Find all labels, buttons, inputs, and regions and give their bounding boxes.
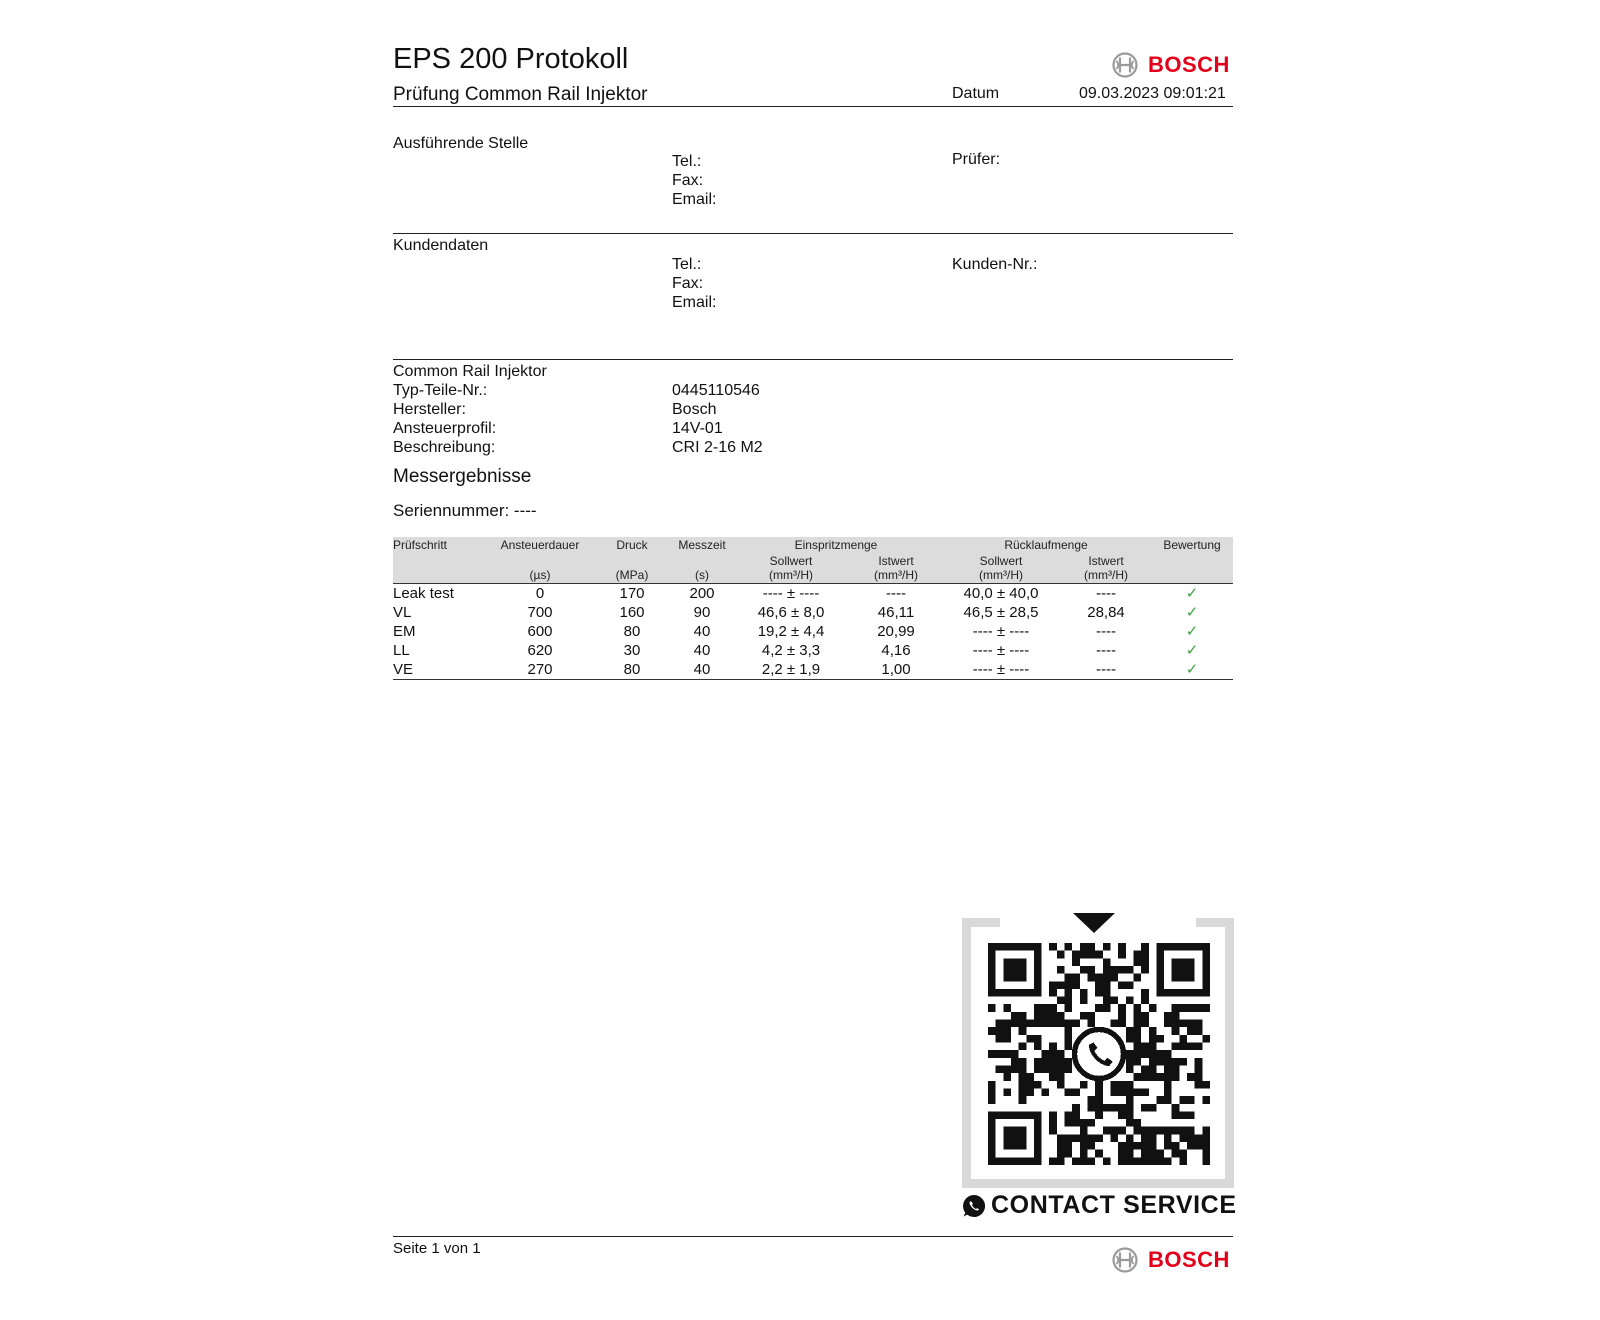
- cell-injection-actual: 46,11: [877, 604, 915, 621]
- cell-time: 40: [673, 660, 731, 680]
- cell-injection-setpoint: 4,2 ± 3,3: [761, 642, 821, 659]
- qr-code[interactable]: [988, 943, 1210, 1165]
- field-value-part-number: 0445110546: [672, 382, 760, 399]
- cell-step: Leak test: [393, 585, 454, 602]
- header-return-actual: Istwert: [1061, 554, 1151, 568]
- header-return: Rücklaufmenge: [941, 537, 1151, 554]
- header-time: Messzeit: [673, 537, 731, 554]
- date-label: Datum: [952, 85, 1000, 102]
- cell-return-setpoint: 46,5 ± 28,5: [963, 604, 1039, 621]
- cell-injection-actual: ----: [886, 585, 906, 602]
- cell-injection-actual: 20,99: [877, 623, 915, 640]
- date-value: 09.03.2023 09:01:21: [1079, 85, 1226, 102]
- cell-step: LL: [393, 642, 410, 659]
- cell-injection-actual: 4,16: [881, 642, 911, 659]
- cell-pressure: 80: [591, 660, 673, 680]
- checkmark-icon: ✓: [1185, 604, 1199, 621]
- cell-pressure: 170: [619, 585, 645, 602]
- examiner-label: Prüfer:: [952, 151, 1001, 168]
- table-row: [393, 622, 1233, 641]
- cell-return-actual: 28,84: [1087, 604, 1125, 621]
- table-row: [393, 584, 1233, 604]
- unit-time: (s): [673, 568, 731, 584]
- cell-duration: 700: [527, 604, 553, 621]
- unit-return-actual: (mm³/H): [1061, 568, 1151, 584]
- cell-duration: 0: [535, 585, 545, 602]
- cell-time: 40: [693, 642, 711, 659]
- cell-return-setpoint: 40,0 ± 40,0: [963, 585, 1039, 602]
- cell-time: 90: [693, 604, 711, 621]
- cell-injection-setpoint: ---- ± ----: [762, 585, 820, 602]
- bosch-logo: [1112, 52, 1230, 78]
- header-injection-actual: Istwert: [851, 554, 941, 568]
- header-step: Prüfschritt: [393, 537, 489, 554]
- header-rating: Bewertung: [1151, 537, 1233, 554]
- injector-heading: Common Rail Injektor: [393, 363, 547, 380]
- page-title: EPS 200 Protokoll: [393, 43, 629, 75]
- executing-site-email-label: Email:: [672, 191, 717, 208]
- cell-return-actual: ----: [1096, 642, 1116, 659]
- results-heading: Messergebnisse: [393, 466, 532, 487]
- cell-pressure: 80: [623, 623, 641, 640]
- table-row: [393, 660, 1233, 680]
- header-injection-setpoint: Sollwert: [731, 554, 851, 568]
- checkmark-icon: ✓: [1185, 623, 1199, 640]
- whatsapp-center-icon: [1075, 1030, 1124, 1079]
- cell-step: VL: [393, 604, 412, 621]
- unit-injection-setpoint: (mm³/H): [731, 568, 851, 584]
- unit-return-setpoint: (mm³/H): [941, 568, 1061, 584]
- cell-step: EM: [393, 623, 416, 640]
- field-label-description: Beschreibung:: [393, 439, 496, 456]
- field-value-description: CRI 2-16 M2: [672, 439, 763, 456]
- checkmark-icon: ✓: [1185, 642, 1199, 659]
- table-row: [393, 603, 1233, 622]
- customer-tel-label: Tel.:: [672, 256, 702, 273]
- bosch-wordmark: BOSCH: [1148, 1247, 1230, 1272]
- serial-number: Seriennummer: ----: [393, 501, 537, 520]
- cell-duration: 620: [527, 642, 553, 659]
- cell-injection-setpoint: 19,2 ± 4,4: [757, 623, 825, 640]
- customer-email-label: Email:: [672, 294, 717, 311]
- results-table: [393, 537, 1233, 680]
- cell-duration: 600: [527, 623, 553, 640]
- arrow-down-icon: [1073, 913, 1115, 933]
- field-label-manufacturer: Hersteller:: [393, 401, 466, 418]
- executing-site-tel-label: Tel.:: [672, 153, 702, 170]
- cell-duration: 270: [489, 660, 591, 680]
- unit-duration: (µs): [489, 568, 591, 584]
- cell-return-setpoint: ---- ± ----: [972, 642, 1030, 659]
- contact-service[interactable]: [961, 1191, 1237, 1220]
- customer-heading: Kundendaten: [393, 237, 489, 254]
- header-pressure: Druck: [591, 537, 673, 554]
- bosch-armature-icon: [1112, 1247, 1138, 1273]
- cell-return-actual: ----: [1061, 660, 1151, 680]
- checkmark-icon: ✓: [1185, 585, 1199, 602]
- header-duration: Ansteuerdauer: [489, 537, 591, 554]
- table-row: [393, 641, 1233, 660]
- unit-pressure: (MPa): [591, 568, 673, 584]
- header-injection: Einspritzmenge: [731, 537, 941, 554]
- cell-return-setpoint: ---- ± ----: [941, 660, 1061, 680]
- field-value-manufacturer: Bosch: [672, 401, 717, 418]
- cell-return-actual: ----: [1096, 585, 1116, 602]
- header-return-setpoint: Sollwert: [941, 554, 1061, 568]
- customer-fax-label: Fax:: [672, 275, 704, 292]
- cell-return-setpoint: ---- ± ----: [972, 623, 1030, 640]
- page-subtitle: Prüfung Common Rail Injektor: [393, 84, 648, 105]
- contact-service-label: CONTACT SERVICE: [991, 1191, 1237, 1219]
- executing-site-fax-label: Fax:: [672, 172, 704, 189]
- bosch-wordmark: BOSCH: [1148, 52, 1230, 77]
- field-label-control-profile: Ansteuerprofil:: [393, 420, 497, 437]
- unit-injection-actual: (mm³/H): [851, 568, 941, 584]
- cell-injection-setpoint: 46,6 ± 8,0: [757, 604, 825, 621]
- checkmark-icon: ✓: [1151, 660, 1233, 680]
- cell-injection-setpoint: 2,2 ± 1,9: [731, 660, 851, 680]
- field-value-control-profile: 14V-01: [672, 420, 723, 437]
- page-number: Seite 1 von 1: [393, 1240, 481, 1257]
- cell-time: 200: [689, 585, 715, 602]
- cell-pressure: 160: [619, 604, 645, 621]
- executing-site-heading: Ausführende Stelle: [393, 135, 529, 152]
- field-label-part-number: Typ-Teile-Nr.:: [393, 382, 488, 399]
- customer-number-label: Kunden-Nr.:: [952, 256, 1038, 273]
- cell-return-actual: ----: [1096, 623, 1116, 640]
- footer-bosch-logo: [1112, 1247, 1230, 1273]
- cell-time: 40: [693, 623, 711, 640]
- whatsapp-icon: [961, 1193, 987, 1219]
- cell-pressure: 30: [623, 642, 641, 659]
- bosch-armature-icon: [1112, 52, 1138, 78]
- cell-step: VE: [393, 660, 489, 680]
- cell-injection-actual: 1,00: [851, 660, 941, 680]
